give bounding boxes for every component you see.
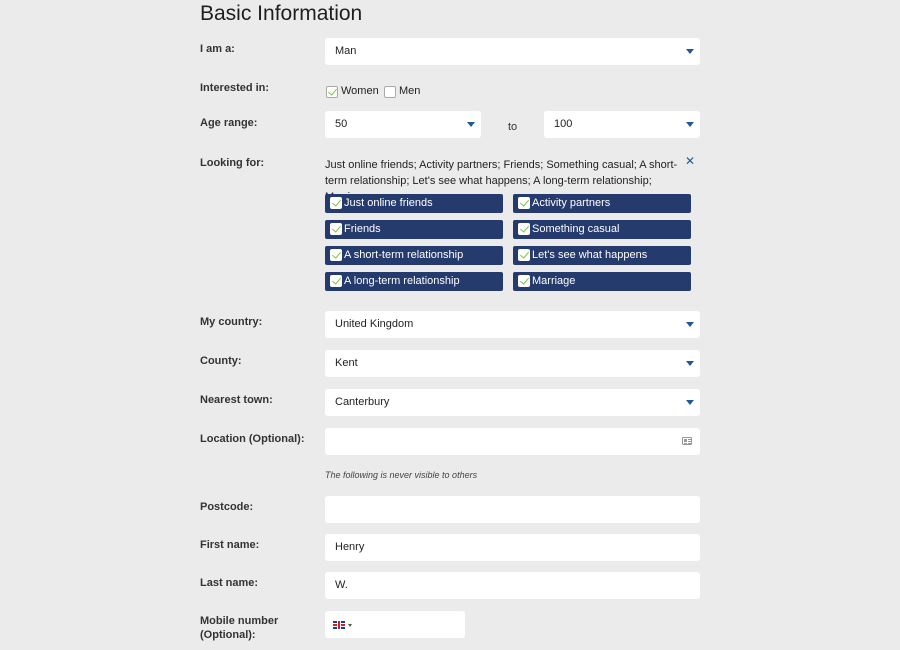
- location-label: Location (Optional):: [200, 433, 305, 445]
- chevron-down-icon: [686, 322, 694, 327]
- age-from-select[interactable]: [325, 111, 481, 138]
- postcode-label: Postcode:: [200, 501, 254, 513]
- looking-option-long-term[interactable]: [325, 272, 503, 291]
- address-card-icon[interactable]: [682, 437, 692, 445]
- men-label[interactable]: Men: [399, 85, 421, 97]
- option-label: A short-term relationship: [344, 249, 464, 261]
- chevron-down-icon[interactable]: [348, 624, 352, 627]
- age-to-label: to: [508, 121, 518, 133]
- chevron-down-icon: [467, 122, 475, 127]
- looking-option-marriage[interactable]: [513, 272, 691, 291]
- looking-summary[interactable]: Just online friends; Activity partners; Friends; Something casual; A short-term relationship; Let's see what happens; A long-term relationship;: [325, 159, 678, 187]
- check-icon: [332, 223, 341, 232]
- close-icon[interactable]: ✕: [685, 154, 696, 168]
- mobile-label-line1: Mobile number: [200, 615, 279, 627]
- town-value: Canterbury: [335, 396, 390, 408]
- last-name-label: Last name:: [200, 577, 259, 589]
- age-label: Age range:: [200, 117, 258, 129]
- chevron-down-icon: [686, 400, 694, 405]
- county-value: Kent: [335, 357, 358, 369]
- iam-label: I am a:: [200, 43, 235, 55]
- first-name-label: First name:: [200, 539, 260, 551]
- check-icon: [520, 223, 529, 232]
- chevron-down-icon: [686, 361, 694, 366]
- option-checkbox: [330, 249, 342, 261]
- town-label: Nearest town:: [200, 394, 273, 406]
- mobile-input[interactable]: [325, 611, 465, 638]
- option-label: Just online friends: [344, 197, 433, 209]
- iam-value: Man: [335, 45, 357, 57]
- check-icon: [520, 275, 529, 284]
- iam-select[interactable]: [325, 38, 700, 65]
- mobile-label-line2: (Optional):: [200, 629, 256, 641]
- county-label: County:: [200, 355, 242, 367]
- option-checkbox: [330, 275, 342, 287]
- check-icon: [328, 86, 337, 95]
- option-label: Marriage: [532, 275, 576, 287]
- women-checkbox[interactable]: [326, 86, 338, 98]
- mobile-label: [200, 614, 278, 642]
- first-name-input[interactable]: [325, 534, 700, 561]
- chevron-down-icon: [686, 49, 694, 54]
- looking-label: Looking for:: [200, 157, 265, 169]
- postcode-input[interactable]: [325, 496, 700, 523]
- country-label: My country:: [200, 316, 263, 328]
- first-name-value: Henry: [335, 541, 365, 553]
- option-label: Let's see what happens: [532, 249, 648, 261]
- looking-option-lets-see[interactable]: [513, 246, 691, 265]
- age-to-value: 100: [554, 118, 573, 130]
- men-checkbox[interactable]: [384, 86, 396, 98]
- looking-option-friends[interactable]: [325, 220, 503, 239]
- option-label: Friends: [344, 223, 381, 235]
- country-value: United Kingdom: [335, 318, 414, 330]
- looking-option-just-online-friends[interactable]: [325, 194, 503, 213]
- option-checkbox: [330, 223, 342, 235]
- county-select[interactable]: [325, 350, 700, 377]
- option-label: Activity partners: [532, 197, 611, 209]
- page-title: Basic Information: [200, 2, 363, 25]
- town-select[interactable]: [325, 389, 700, 416]
- option-label: A long-term relationship: [344, 275, 460, 287]
- last-name-value: W.: [335, 579, 348, 591]
- option-checkbox: [518, 249, 530, 261]
- looking-option-short-term[interactable]: [325, 246, 503, 265]
- privacy-note: The following is never visible to others: [325, 470, 478, 480]
- option-checkbox: [330, 197, 342, 209]
- option-checkbox: [518, 197, 530, 209]
- women-label[interactable]: Women: [341, 85, 379, 97]
- check-icon: [332, 275, 341, 284]
- check-icon: [332, 249, 341, 258]
- check-icon: [520, 249, 529, 258]
- looking-option-activity-partners[interactable]: [513, 194, 691, 213]
- uk-flag-icon[interactable]: [333, 621, 345, 629]
- age-to-select[interactable]: [544, 111, 700, 138]
- age-from-value: 50: [335, 118, 348, 130]
- chevron-down-icon: [686, 122, 694, 127]
- option-checkbox: [518, 223, 530, 235]
- option-checkbox: [518, 275, 530, 287]
- location-input[interactable]: [325, 428, 700, 455]
- check-icon: [520, 197, 529, 206]
- last-name-input[interactable]: [325, 572, 700, 599]
- check-icon: [332, 197, 341, 206]
- option-label: Something casual: [532, 223, 620, 235]
- interested-label: Interested in:: [200, 82, 270, 94]
- country-select[interactable]: [325, 311, 700, 338]
- looking-option-something-casual[interactable]: [513, 220, 691, 239]
